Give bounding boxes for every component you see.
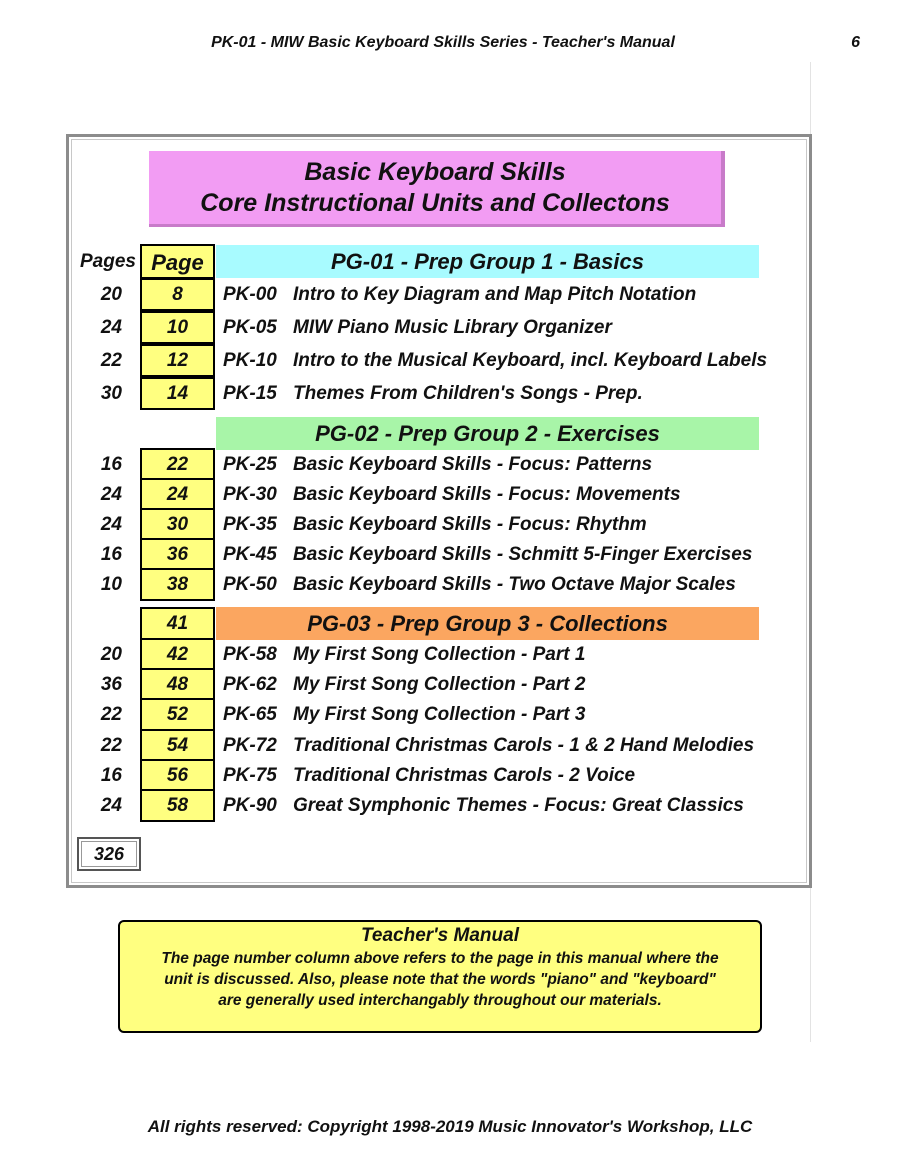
- note-title: Teacher's Manual: [361, 925, 519, 946]
- unit-name: Basic Keyboard Skills - Focus: Movements: [293, 484, 681, 505]
- unit-name: Basic Keyboard Skills - Focus: Patterns: [293, 454, 653, 475]
- group-page-ref: 41: [140, 607, 215, 640]
- unit-title: [223, 344, 767, 377]
- pages-count: 24: [100, 484, 122, 505]
- pages-column-header: Pages: [80, 251, 136, 272]
- unit-name: Traditional Christmas Carols - 2 Voice: [293, 765, 636, 786]
- unit-name: Traditional Christmas Carols - 1 & 2 Hand Melodies: [293, 735, 755, 756]
- table-row: [0, 377, 900, 410]
- page-ref: 52: [140, 698, 215, 731]
- table-row: [0, 759, 900, 792]
- footer-copyright: All rights reserved: Copyright 1998-2019 Music Innovator's Workshop, LLC: [147, 1117, 753, 1136]
- unit-title: [223, 638, 585, 671]
- unit-code: PK-90: [223, 795, 277, 816]
- unit-code: PK-45: [223, 544, 277, 565]
- unit-name: My First Song Collection - Part 1: [293, 644, 586, 665]
- pages-count: 22: [100, 735, 122, 756]
- unit-title: [223, 311, 612, 344]
- unit-code: PK-10: [223, 350, 277, 371]
- unit-code: PK-25: [223, 454, 277, 475]
- pages-count: 16: [100, 454, 122, 475]
- unit-code: PK-75: [223, 765, 277, 786]
- unit-title: [223, 377, 643, 410]
- page-ref: 8: [140, 278, 215, 311]
- unit-title: [223, 668, 585, 701]
- group-band-pg-03: PG-03 - Prep Group 3 - Collections: [216, 607, 759, 640]
- pages-count: 24: [100, 514, 122, 535]
- unit-name: Great Symphonic Themes - Focus: Great Classics: [293, 795, 744, 816]
- title-line-1: Basic Keyboard Skills: [304, 158, 566, 186]
- teacher-note-box: [118, 920, 762, 1033]
- page-column-header: Page: [140, 244, 215, 279]
- unit-name: Intro to the Musical Keyboard, incl. Keyboard Labels: [293, 350, 768, 371]
- pages-count: 24: [100, 317, 122, 338]
- page-ref: 10: [140, 311, 215, 344]
- pages-count: 20: [100, 284, 122, 305]
- table-row: [0, 698, 900, 731]
- page-ref: 38: [140, 568, 215, 601]
- title-line-2: Core Instructional Units and Collectons: [200, 189, 670, 217]
- table-row: [0, 568, 900, 601]
- unit-code: PK-62: [223, 674, 277, 695]
- page-ref: 58: [140, 789, 215, 822]
- page-ref: 48: [140, 668, 215, 701]
- note-line-1: The page number column above refers to the page in this manual where the: [161, 950, 719, 967]
- unit-title: [223, 448, 652, 481]
- table-row: [0, 478, 900, 511]
- page-ref: 22: [140, 448, 215, 481]
- table-row: [0, 789, 900, 822]
- unit-title: [223, 789, 744, 822]
- unit-name: MIW Piano Music Library Organizer: [293, 317, 612, 338]
- page-ref: 12: [140, 344, 215, 377]
- note-line-2: unit is discussed. Also, please note that the words "piano" and "keyboard": [164, 971, 716, 988]
- page-ref: 36: [140, 538, 215, 571]
- unit-code: PK-50: [223, 574, 277, 595]
- table-row: [0, 448, 900, 481]
- page-ref: 56: [140, 759, 215, 792]
- unit-title: [223, 568, 736, 601]
- title-box: [149, 151, 725, 227]
- unit-code: PK-00: [223, 284, 277, 305]
- unit-name: Intro to Key Diagram and Map Pitch Notation: [293, 284, 697, 305]
- unit-title: [223, 538, 752, 571]
- unit-code: PK-72: [223, 735, 277, 756]
- unit-name: Basic Keyboard Skills - Schmitt 5-Finger Exercises: [293, 544, 753, 565]
- page-ref: 14: [140, 377, 215, 410]
- unit-code: PK-30: [223, 484, 277, 505]
- unit-title: [223, 729, 754, 762]
- unit-name: My First Song Collection - Part 3: [293, 704, 586, 725]
- table-row: [0, 538, 900, 571]
- table-row: [0, 311, 900, 344]
- group-header-row: [0, 607, 900, 640]
- unit-name: Basic Keyboard Skills - Two Octave Major Scales: [293, 574, 736, 595]
- unit-title: [223, 278, 696, 311]
- pages-count: 36: [100, 674, 122, 695]
- table-row: [0, 638, 900, 671]
- pages-count: 22: [100, 704, 122, 725]
- total-pages-box: 326: [77, 837, 141, 871]
- table-row: [0, 278, 900, 311]
- unit-title: [223, 698, 585, 731]
- note-line-3: are generally used interchangably throughout our materials.: [218, 992, 662, 1009]
- unit-name: Themes From Children's Songs - Prep.: [293, 383, 643, 404]
- unit-name: Basic Keyboard Skills - Focus: Rhythm: [293, 514, 647, 535]
- page-ref: 30: [140, 508, 215, 541]
- table-row: [0, 344, 900, 377]
- page-ref: 24: [140, 478, 215, 511]
- unit-name: My First Song Collection - Part 2: [293, 674, 586, 695]
- group-band-pg-02: PG-02 - Prep Group 2 - Exercises: [216, 417, 759, 450]
- unit-code: PK-35: [223, 514, 277, 535]
- table-row: [0, 668, 900, 701]
- pages-count: 10: [100, 574, 122, 595]
- pages-count: 22: [100, 350, 122, 371]
- unit-title: [223, 508, 647, 541]
- header-title: PK-01 - MIW Basic Keyboard Skills Series - Teacher's Manual: [211, 34, 675, 51]
- page-ref: 54: [140, 729, 215, 762]
- unit-title: [223, 759, 635, 792]
- pages-count: 20: [100, 644, 122, 665]
- unit-code: PK-65: [223, 704, 277, 725]
- pages-count: 24: [100, 795, 122, 816]
- table-row: [0, 729, 900, 762]
- pages-count: 16: [100, 765, 122, 786]
- page-number: 6: [851, 34, 860, 51]
- group-band-pg-01: PG-01 - Prep Group 1 - Basics: [216, 245, 759, 278]
- unit-code: PK-15: [223, 383, 277, 404]
- page-ref: 42: [140, 638, 215, 671]
- pages-count: 16: [100, 544, 122, 565]
- unit-title: [223, 478, 681, 511]
- table-row: [0, 508, 900, 541]
- pages-count: 30: [100, 383, 122, 404]
- unit-code: PK-05: [223, 317, 277, 338]
- unit-code: PK-58: [223, 644, 277, 665]
